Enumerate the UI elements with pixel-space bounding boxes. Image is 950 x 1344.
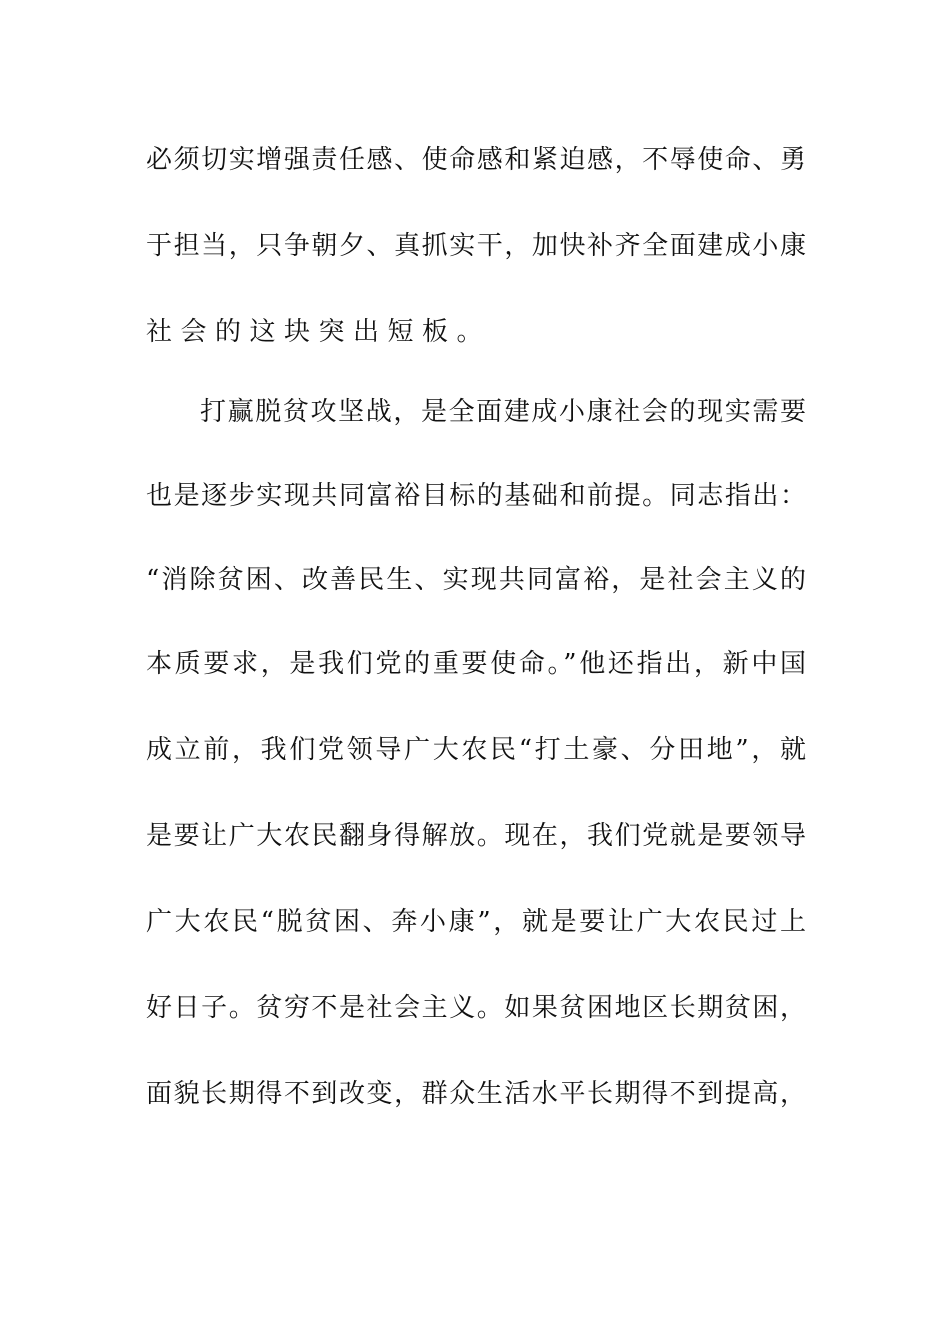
text-line: 也是逐步实现共同富裕目标的基础和前提。同志指出： — [146, 481, 806, 511]
text-line: 本质要求，是我们党的重要使命。”他还指出，新中国 — [146, 649, 806, 679]
text-line: 是要让广大农民翻身得解放。现在，我们党就是要领导 — [146, 821, 806, 851]
text-line: 广大农民“脱贫困、奔小康”，就是要让广大农民过上 — [146, 907, 806, 937]
paragraph-first-line: 打赢脱贫攻坚战，是全面建成小康社会的现实需要 — [200, 397, 806, 427]
text-line: 成立前，我们党领导广大农民“打土豪、分田地”，就 — [146, 735, 806, 765]
text-line: “消除贫困、改善民生、实现共同富裕，是社会主义的 — [146, 565, 806, 595]
text-line: 社会的这块突出短板。 — [146, 317, 492, 347]
text-line: 必须切实增强责任感、使命感和紧迫感，不辱使命、勇 — [146, 145, 806, 175]
text-line: 好日子。贫穷不是社会主义。如果贫困地区长期贫困， — [146, 993, 806, 1023]
text-line: 面貌长期得不到改变，群众生活水平长期得不到提高， — [146, 1079, 806, 1109]
text-line: 于担当，只争朝夕、真抓实干，加快补齐全面建成小康 — [146, 231, 806, 261]
